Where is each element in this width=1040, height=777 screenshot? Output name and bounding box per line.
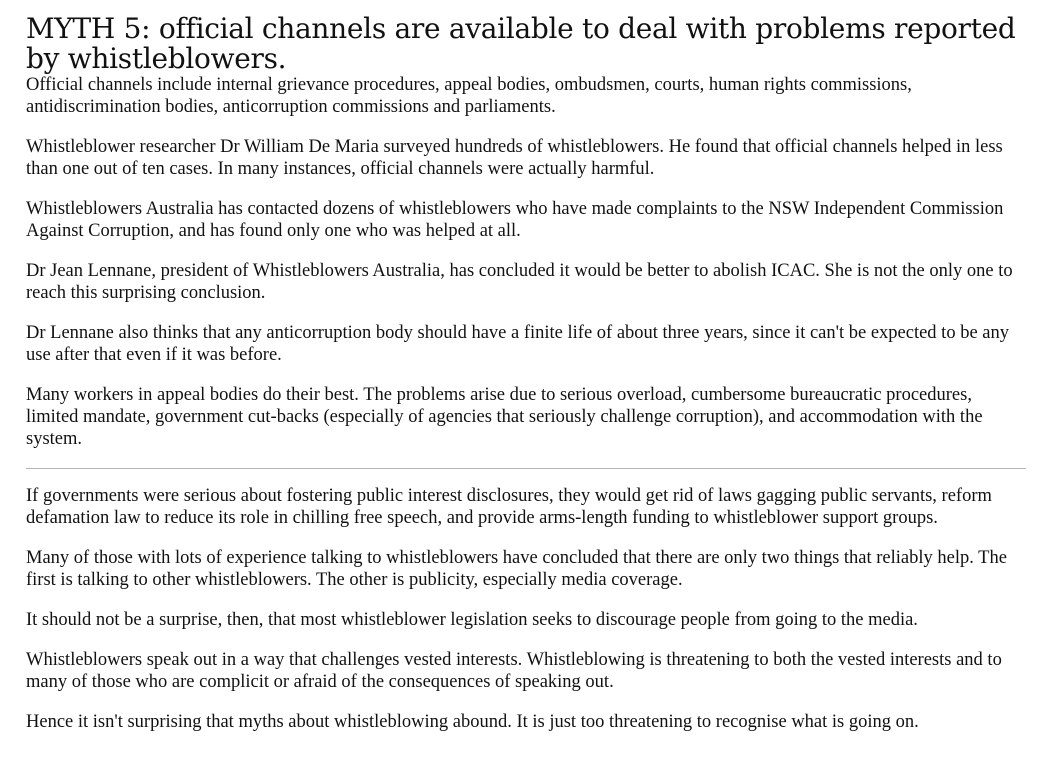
- paragraph: If governments were serious about fostering public interest disclosures, they would get rid of laws gagging public servants, reform defamation law to reduce its role in chilling free speech, and provide arms-length funding to whistleblower support groups.: [26, 486, 992, 528]
- section-conclusions: [26, 485, 1026, 733]
- myth-heading: MYTH 5: official channels are available to deal with problems reported by whistleblowers.: [26, 12, 1016, 75]
- section-official-channels: [26, 74, 1026, 450]
- section-divider: [26, 468, 1026, 469]
- paragraph: Official channels include internal grievance procedures, appeal bodies, ombudsmen, courts, human rights commissions, antidiscrimination bodies, anticorruption commissions and parliaments.: [26, 75, 912, 117]
- paragraph: Hence it isn't surprising that myths about whistleblowing abound. It is just too threatening to recognise what is going on.: [26, 712, 919, 732]
- paragraph: Whistleblowers Australia has contacted dozens of whistleblowers who have made complaints to the NSW Independent Commission Against Corruption, and has found only one who was helped at all.: [26, 199, 1004, 241]
- paragraph: Dr Lennane also thinks that any anticorruption body should have a finite life of about three years, since it can't be expected to be any use after that even if it was before.: [26, 323, 1009, 365]
- paragraph: Many of those with lots of experience talking to whistleblowers have concluded that there are only two things that reliably help. The first is talking to other whistleblowers. The other is publicity, especially media coverage.: [26, 548, 1007, 590]
- paragraph: It should not be a surprise, then, that most whistleblower legislation seeks to discourage people from going to the media.: [26, 610, 918, 630]
- paragraph: Dr Jean Lennane, president of Whistleblowers Australia, has concluded it would be better to abolish ICAC. She is not the only one to reach this surprising conclusion.: [26, 261, 1013, 303]
- paragraph: Whistleblower researcher Dr William De Maria surveyed hundreds of whistleblowers. He found that official channels helped in less than one out of ten cases. In many instances, official channels were actually harmful.: [26, 137, 1003, 179]
- paragraph: Many workers in appeal bodies do their best. The problems arise due to serious overload, cumbersome bureaucratic procedures, limited mandate, government cut-backs (especially of agencies that seriously challenge corruption), and accommodation with the system.: [26, 385, 983, 449]
- paragraph: Whistleblowers speak out in a way that challenges vested interests. Whistleblowing is threatening to both the vested interests and to many of those who are complicit or afraid of the consequences of speaking out.: [26, 650, 1002, 692]
